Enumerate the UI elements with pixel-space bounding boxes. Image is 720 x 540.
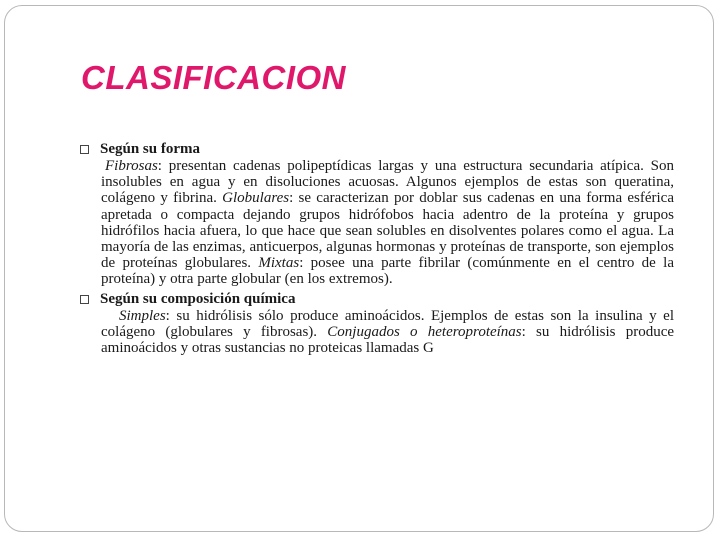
section-paragraph <box>80 158 674 288</box>
text-segment: : su hidrólisis sólo produce aminoácidos. Ejemplos de estas son la insulina y el colágeno (globulares y fibrosas). <box>101 307 674 340</box>
bullet-heading: Según su forma <box>100 141 201 157</box>
slide-content <box>80 140 674 356</box>
text-segment: : posee una parte fibrilar (comúnmente en el centro de la proteína) y otra parte globular (en los extremos). <box>101 255 674 288</box>
term-fibrosas: Fibrosas <box>105 158 158 174</box>
term-globulares: Globulares <box>222 190 290 207</box>
bullet-forma <box>80 140 674 158</box>
bullet-heading: Según su composición química <box>100 290 296 307</box>
term-conjugados: Conjugados o heteroproteínas <box>327 323 522 340</box>
section-forma <box>80 140 674 288</box>
slide-title: CLASIFICACION <box>81 59 346 96</box>
text-segment: : su hidrólisis produce aminoácidos y otras sustancias no proteicas llamadas G <box>101 323 675 357</box>
section-paragraph <box>80 308 674 357</box>
term-simples: Simples <box>119 307 166 324</box>
text-segment: : se caracterizan por doblar sus cadenas en una forma esférica apretada o compacta dejando grupos hidrófobos hacia adentro de la proteína y grupos hidrófilos hacia afuera, lo que hace que sean solubles en disolventes polares como el agua. La mayoría de las enzimas, anticuerpos, algunas hormonas y proteínas de transporte, son ejemplos de proteínas globulares. <box>101 190 675 272</box>
checkbox-bullet-icon <box>80 145 89 154</box>
bullet-composicion <box>80 290 674 308</box>
text-segment: : presentan cadenas polipeptídicas largas y una estructura secundaria atípica. Son insolubles en agua y en disoluciones acuosas. Algunos ejemplos de estas son queratina, colágeno y fibrina. <box>101 158 674 207</box>
term-mixtas: Mixtas <box>258 255 300 272</box>
section-composicion <box>80 290 674 357</box>
checkbox-bullet-icon <box>80 295 89 304</box>
